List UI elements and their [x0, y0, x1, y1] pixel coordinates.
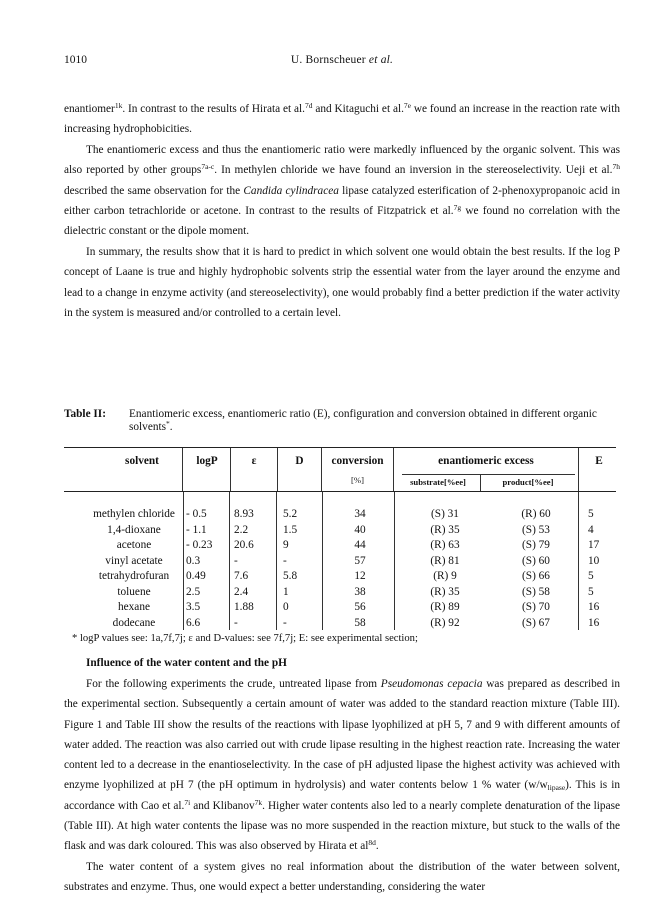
paragraph-1	[64, 99, 620, 140]
cell-conversion: 34	[354, 508, 366, 520]
cell-product: (S) 70	[522, 601, 550, 613]
cell-solvent: toluene	[117, 585, 151, 598]
table-row	[64, 601, 616, 617]
cell-solvent: tetrahydrofuran	[98, 570, 170, 582]
subscript: lipase	[547, 783, 566, 793]
cell-solvent: vinyl acetate	[105, 554, 163, 567]
cell-epsilon: 2.4	[234, 585, 249, 598]
cell-solvent: methylen chloride	[93, 508, 175, 520]
cell-e: 16	[588, 616, 600, 629]
cell-d: 0	[283, 601, 289, 613]
cell-product: (S) 53	[522, 523, 550, 536]
table-caption-text	[129, 408, 620, 433]
cell-substrate: (R) 35	[430, 523, 460, 536]
cell-product: (S) 67	[522, 616, 550, 629]
paragraph-5: The water content of a system gives no real information about the distribution of the water between solvent, substrates and enzyme. Thus, one would expect a better understanding, considering the water	[64, 861, 620, 894]
cell-d: 9	[283, 539, 289, 551]
cell-product: (S) 79	[522, 539, 550, 551]
caption-end: .	[169, 420, 173, 433]
cell-product: (S) 60	[522, 554, 550, 567]
caption-text: Enantiomeric excess, enantiomeric ratio (E), configuration and conversion obtained in different organic solvents	[129, 408, 597, 433]
page-header	[64, 54, 620, 72]
caption-footnote-mark: *	[166, 418, 170, 428]
citation-sup: 7d	[304, 101, 313, 110]
table-row	[64, 617, 616, 633]
cell-solvent: dodecane	[112, 616, 156, 629]
cell-solvent: 1,4-dioxane	[107, 523, 161, 536]
paragraph-4	[64, 674, 620, 857]
header-logp: logP	[196, 455, 218, 467]
text-span: described the same observation for the	[64, 184, 244, 197]
cell-logp: 2.5	[186, 585, 201, 598]
citation-sup: 7k	[254, 797, 263, 807]
cell-d: 5.2	[283, 508, 298, 520]
citation-sup: 7e	[403, 101, 412, 110]
cell-e: 4	[588, 523, 594, 536]
cell-solvent: hexane	[118, 601, 150, 613]
header-product: product[%ee]	[502, 477, 554, 487]
text-span: lipase catalyzed esterification of 2-phenoxypropanoic acid in either carbon tetrachloride or acetone. In contrast to the results of Fitzpatrick et al.	[64, 184, 620, 217]
cell-d: 1	[283, 585, 289, 598]
cell-d: 1.5	[283, 523, 298, 536]
text-span: was prepared as described in the experimental section. Subsequently a certain amount of water was added to the standard reaction mixture (Table III). Figure 1 and Table III show the results of the reactions with lipase lyophilized at pH 5, 7 and 9 with different amounts of water added. The reaction was also carried out with crude lipase resulting in the highest reaction rate. Increasing the water content led to a decrease in the enantioselectivity. In the case of pH adjusted lipase the highest activity was achieved with enzyme lyophilized at pH 7 (the pH optimum in hydrolysis) and water contents below 1 % water (w/w	[64, 678, 620, 792]
column-divider	[182, 448, 183, 491]
header-conversion-unit: [%]	[351, 475, 364, 485]
cell-substrate: (R) 92	[430, 616, 460, 629]
cell-logp: - 0.23	[186, 539, 213, 551]
cell-d: -	[283, 554, 287, 567]
species-name: Candida cylindracea	[243, 184, 339, 197]
cell-substrate: (R) 35	[430, 585, 460, 598]
cell-e: 10	[588, 554, 600, 567]
ee-subheader-rule	[402, 474, 575, 475]
header-e: E	[595, 455, 603, 467]
cell-conversion: 58	[354, 616, 366, 629]
header-d: D	[295, 455, 304, 467]
cell-conversion: 38	[354, 585, 366, 598]
cell-logp: - 1.1	[186, 523, 207, 536]
cell-solvent: acetone	[116, 539, 152, 551]
cell-logp: 0.3	[186, 554, 201, 567]
species-name: Pseudomonas cepacia	[380, 678, 483, 690]
cell-epsilon: 1.88	[234, 601, 254, 613]
header-substrate: substrate[%ee]	[410, 477, 466, 487]
cell-conversion: 56	[354, 601, 366, 613]
text-span: For the following experiments the crude, untreated lipase from	[86, 678, 381, 690]
page-number: 1010	[64, 54, 87, 66]
cell-epsilon: 8.93	[234, 508, 254, 520]
cell-logp: - 0.5	[186, 508, 207, 520]
cell-e: 16	[588, 601, 600, 613]
header-epsilon: ε	[251, 455, 257, 467]
running-head	[64, 54, 620, 66]
cell-substrate: (R) 63	[430, 539, 460, 551]
header-conversion: conversion	[331, 455, 384, 467]
citation-sup: 1k	[114, 101, 123, 110]
cell-substrate: (R) 9	[433, 570, 457, 582]
cell-substrate: (S) 31	[431, 508, 459, 520]
table-footnote: * logP values see: 1a,7f,7j; ε and D-values: see 7f,7j; E: see experimental section;	[72, 633, 418, 644]
cell-product: (R) 60	[521, 508, 551, 520]
table-row	[64, 539, 616, 555]
text-span: we found an increase in the reaction rate with increasing hydrophobicities.	[64, 103, 620, 136]
text-span: . Higher water contents also led to a nearly complete denaturation of the lipase (Table III). At high water contents the lipase was no more suspended in the reaction mixture, but stuck to the walls of the flask and was dark coloured. This was also observed by Hirata et al	[64, 799, 620, 853]
citation-sup: 7h	[612, 162, 620, 172]
paragraph-2	[64, 140, 620, 241]
cell-e: 17	[588, 539, 600, 551]
cell-epsilon: -	[234, 554, 238, 567]
table-row	[64, 586, 616, 602]
citation-sup: 8d	[368, 838, 376, 848]
text-span: ). This is in accordance with Cao et al.	[64, 779, 620, 812]
cell-e: 5	[588, 585, 594, 598]
cell-product: (S) 66	[522, 570, 550, 582]
cell-conversion: 44	[354, 539, 366, 551]
cell-epsilon: 2.2	[234, 523, 249, 536]
paragraph-3: In summary, the results show that it is hard to predict in which solvent one would obtain the best results. If the log P concept of Laane is true and highly hydrophobic solvents strip the essential water from the layer around the enzyme and lead to a change in enzyme activity (and stereoselectivity), one would probably find a better prediction if the water activity in the system is measured and/or controlled to a certain level.	[64, 246, 620, 319]
citation-sup: 7g	[453, 202, 462, 212]
cell-d: -	[283, 616, 287, 629]
table-row	[64, 524, 616, 540]
citation-sup: 7i	[184, 797, 191, 807]
table-label: Table II:	[64, 408, 106, 420]
cell-product: (S) 58	[522, 585, 550, 598]
text-span: . In contrast to the results of Hirata et al.	[122, 103, 305, 115]
text-span: enantiomer	[64, 103, 115, 115]
text-span: we found no correlation with the dielectric constant or the dipole moment.	[64, 204, 620, 238]
citation-sup: 7a-c	[201, 162, 215, 172]
cell-substrate: (R) 81	[430, 554, 460, 567]
header-solvent: solvent	[125, 455, 159, 467]
cell-d: 5.8	[283, 570, 298, 582]
cell-epsilon: 20.6	[234, 539, 254, 551]
cell-e: 5	[588, 508, 594, 520]
cell-substrate: (R) 89	[430, 601, 460, 613]
text-span: and Kitaguchi et al.	[312, 103, 404, 115]
cell-epsilon: -	[234, 616, 238, 629]
running-head-suffix: et al.	[365, 54, 394, 66]
text-span: .	[375, 840, 379, 853]
section-heading: Influence of the water content and the pH	[86, 657, 287, 669]
text-span: and Klibanov	[190, 799, 255, 812]
text-span: . In methylen chloride we have found an inversion in the stereoselectivity. Ueji et al.	[214, 164, 613, 177]
text-span: The enantiomeric excess and thus the enantiomeric ratio were markedly influenced by the organic solvent. This was also reported by other groups	[64, 144, 620, 177]
cell-conversion: 12	[354, 570, 366, 582]
cell-logp: 3.5	[186, 601, 201, 613]
cell-e: 5	[588, 570, 594, 582]
table-row	[64, 555, 616, 571]
cell-logp: 0.49	[186, 570, 206, 582]
table-top-rule	[64, 447, 616, 448]
running-head-author: U. Bornscheuer	[290, 54, 366, 66]
table-header-rule	[64, 491, 616, 492]
header-enantiomeric-excess: enantiomeric excess	[438, 455, 534, 467]
cell-logp: 6.6	[186, 616, 201, 629]
table-row	[64, 508, 616, 524]
cell-conversion: 40	[354, 523, 366, 536]
cell-conversion: 57	[354, 554, 366, 567]
table-row	[64, 570, 616, 586]
cell-epsilon: 7.6	[234, 570, 249, 582]
